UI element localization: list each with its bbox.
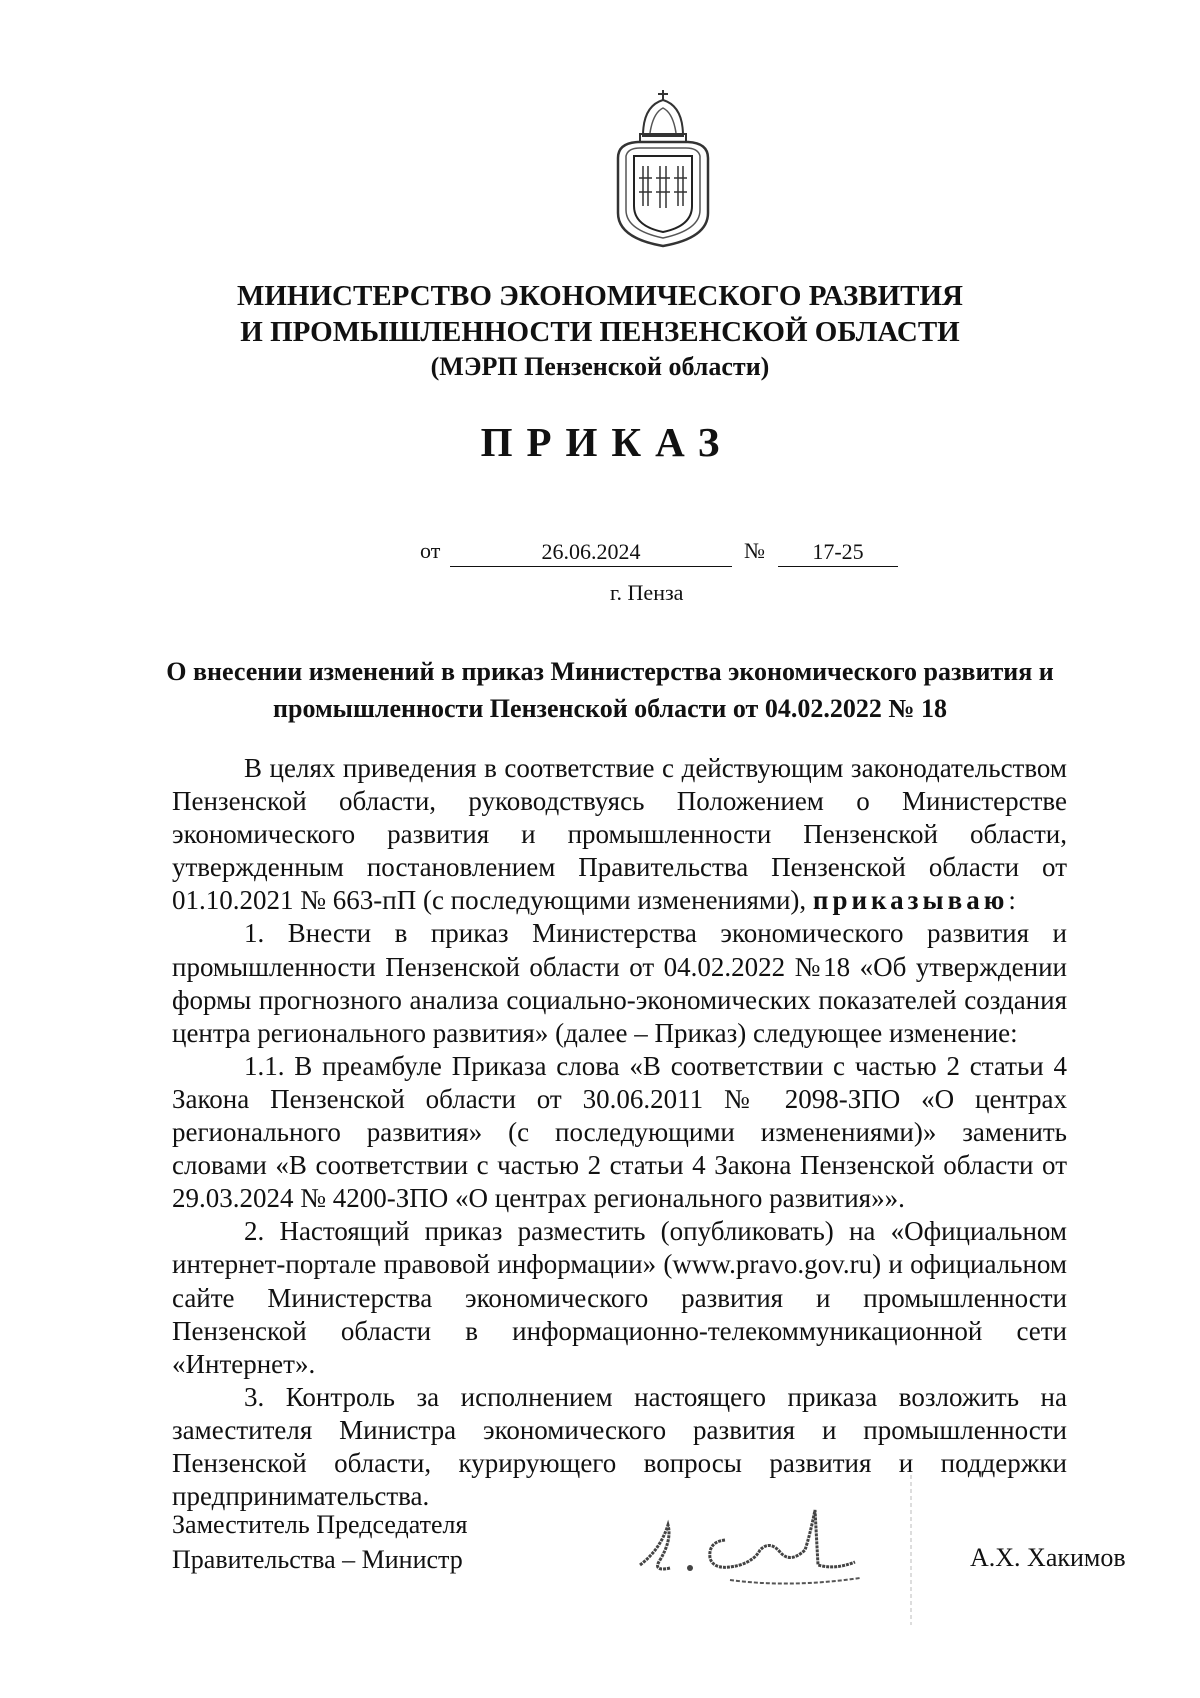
order-date-number-row bbox=[420, 538, 900, 572]
signatory-position-line2: Правительства – Министр bbox=[172, 1545, 463, 1574]
coat-of-arms-emblem bbox=[608, 88, 718, 248]
preamble-text: В целях приведения в соответствие с действующим законодательством Пензенской области, руководствуясь Положением о Министерстве экономического развития и промышленности Пензенской области, утвержденным постановлением Правительства Пензенской области от 01.10.2021 № 663-пП (с последующими изменениями), bbox=[172, 753, 1067, 916]
city-label: г. Пенза bbox=[610, 580, 684, 605]
document-body bbox=[172, 752, 1067, 1513]
signature-margin-line bbox=[910, 1475, 912, 1625]
organization-name-line1: МИНИСТЕРСТВО ЭКОНОМИЧЕСКОГО РАЗВИТИЯ bbox=[237, 280, 963, 312]
handwritten-signature bbox=[630, 1480, 930, 1630]
signatory-name: А.Х. Хакимов bbox=[970, 1543, 1126, 1572]
document-title: О внесении изменений в приказ Министерства экономического развития и промышленности Пензенской области от 04.02.2022 № 18 bbox=[166, 657, 1054, 723]
clause-2: 2. Настоящий приказ разместить (опубликовать) на «Официальном интернет-портале правовой информации» (www.pravo.gov.ru) и официальном сайте Министерства экономического развития и промышленности Пензенской области в информационно-телекоммуникационной сети «Интернет». bbox=[172, 1216, 1067, 1379]
document-type-heading: ПРИКАЗ bbox=[480, 419, 734, 465]
preamble-end: : bbox=[1008, 885, 1016, 916]
organization-abbreviation: (МЭРП Пензенской области) bbox=[430, 352, 770, 381]
clause-3: 3. Контроль за исполнением настоящего приказа возложить на заместителя Министра экономического развития и промышленности Пензенской области, курирующего вопросы развития и поддержки предпринимательства. bbox=[172, 1381, 1067, 1512]
clause-1: 1. Внести в приказ Министерства экономического развития и промышленности Пензенской области от 04.02.2022 №18 «Об утверждении формы прогнозного анализа социально-экономических показателей создания центра регионального развития» (далее – Приказ) следующее изменение: bbox=[172, 918, 1067, 1048]
clause-1-1: 1.1. В преамбуле Приказа слова «В соответствии с частью 2 статьи 4 Закона Пензенской области от 30.06.2011 № 2098-ЗПО «О центрах регионального развития» (с последующими изменениями)» заменить словами «В соответствии с частью 2 статьи 4 Закона Пензенской области от 29.03.2024 № 4200-ЗПО «О центрах регионального развития»». bbox=[172, 1050, 1067, 1214]
order-number: 17-25 bbox=[778, 538, 898, 567]
date-label: от bbox=[420, 538, 441, 563]
order-directive: приказываю bbox=[812, 885, 1009, 916]
signatory-position-line1: Заместитель Председателя bbox=[172, 1510, 468, 1539]
order-date: 26.06.2024 bbox=[450, 538, 732, 567]
signatory-position bbox=[172, 1507, 467, 1577]
number-label: № bbox=[744, 538, 765, 563]
organization-name-line2: И ПРОМЫШЛЕННОСТИ ПЕНЗЕНСКОЙ ОБЛАСТИ bbox=[240, 316, 960, 348]
preamble-paragraph bbox=[172, 752, 1067, 917]
